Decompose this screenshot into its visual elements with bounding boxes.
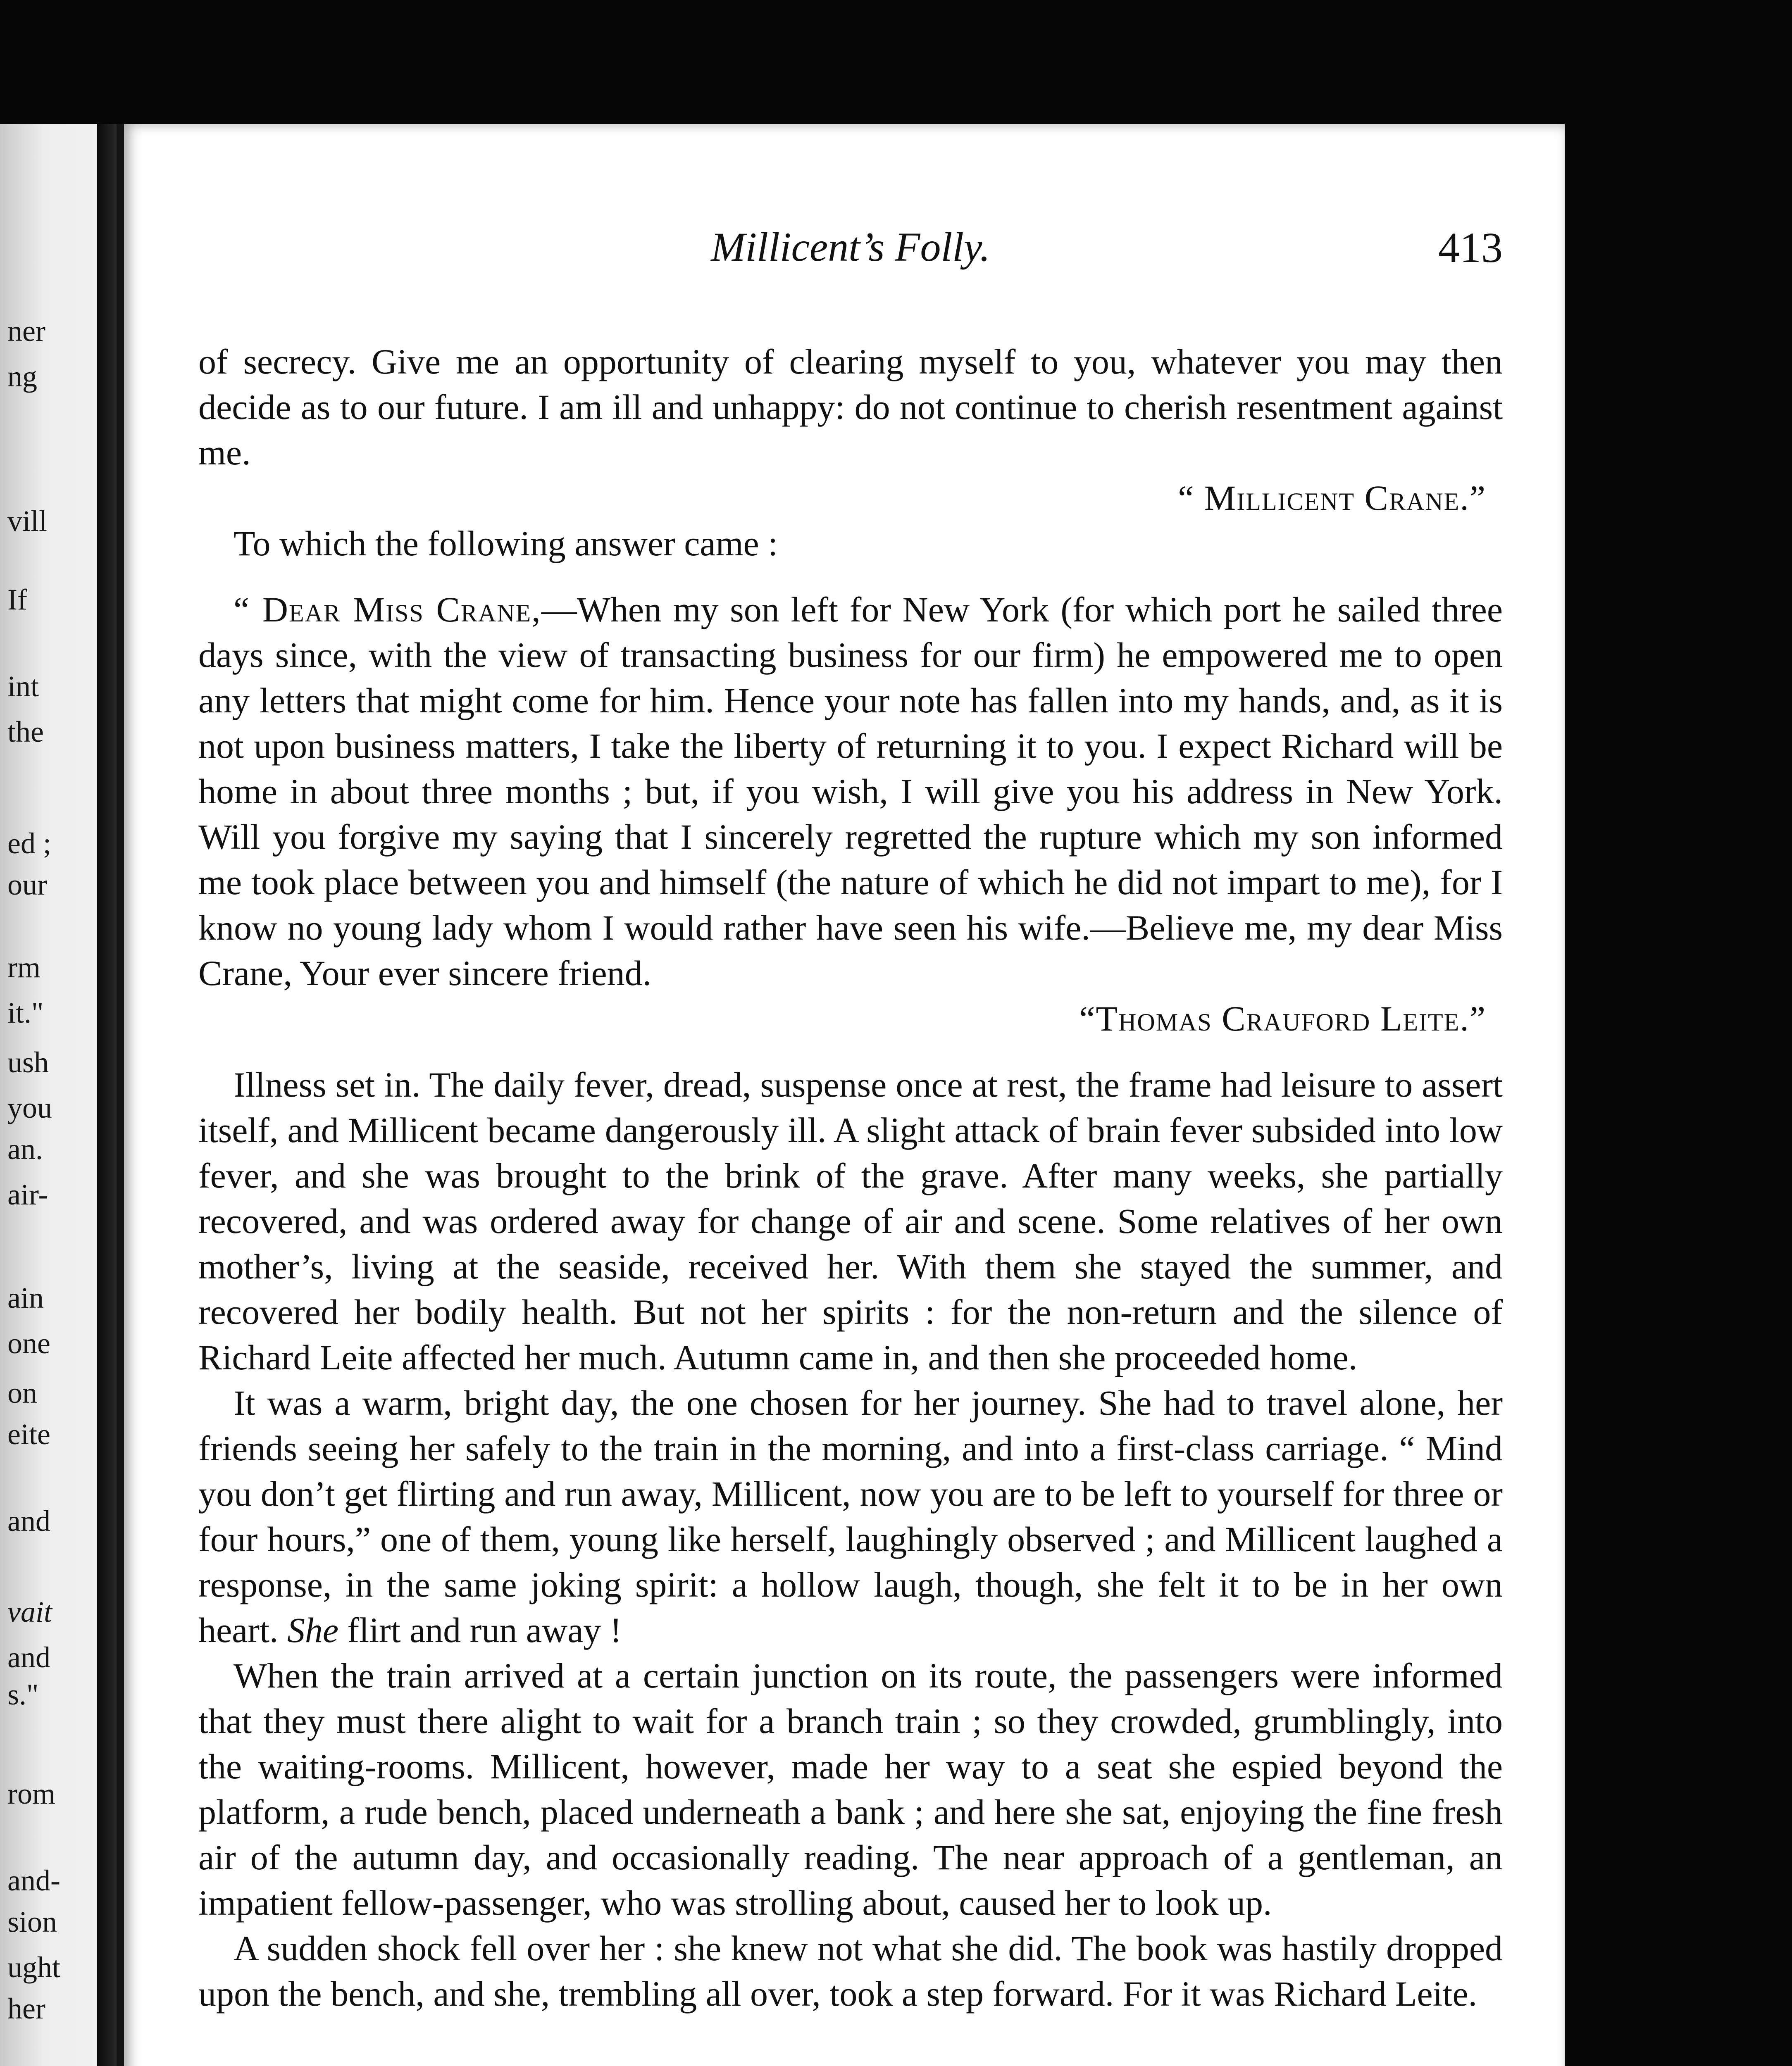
previous-page-text-fragment: ught (7, 1951, 61, 1984)
paragraph (198, 1380, 1503, 1653)
previous-page-text-fragment: s." (7, 1678, 39, 1711)
previous-page-text-fragment: our (7, 868, 47, 901)
previous-page-text-fragment: ng (7, 360, 37, 393)
page-number: 413 (1438, 224, 1503, 271)
previous-page-text-fragment: ain (7, 1281, 44, 1314)
previous-page (0, 124, 97, 2066)
previous-page-text-fragment: it." (7, 996, 44, 1029)
book-page (117, 124, 1565, 2066)
previous-page-text-fragment: air- (7, 1178, 48, 1211)
paragraph: When the train arrived at a certain junction on its route, the passengers were informed that they must there alight to wait for a branch train ; so they crowded, grumblingly, into the waiting-rooms. Millicent, however, made her way to a seat she espied beyond the platform, a rude bench, placed underneath a bank ; and here she sat, enjoying the fine fresh air of the autumn day, and occasionally reading. The near approach of a gentleman, an impatient fellow-passenger, who was strolling about, caused her to look up. (198, 1656, 1503, 1923)
previous-page-text-fragment: vait (7, 1595, 52, 1628)
paragraph: Illness set in. The daily fever, dread, suspense once at rest, the frame had leisure to assert itself, and Millicent became dangerously ill. A slight attack of brain fever subsided into low fever, and she was brought to the brink of the grave. After many weeks, she partially recovered, and was ordered away for change of air and scene. Some relatives of her own mother’s, living at the seaside, received her. With them she stayed the summer, and recovered her bodily health. But not her spirits : for the non-return and the silence of Richard Leite affected her much. Autumn came in, and then she proceeded home. (198, 1065, 1503, 1377)
body-text (198, 339, 1503, 2016)
previous-page-text-fragment: an. (7, 1133, 43, 1166)
page-header (198, 223, 1503, 281)
previous-page-text-fragment: vill (7, 505, 48, 538)
paragraph-text-end: flirt and run away ! (338, 1610, 622, 1650)
paragraph: of secrecy. Give me an opportunity of clearing myself to you, whatever you may then decide as to our future. I am ill and unhappy: do not continue to cherish resentment against me. (198, 342, 1503, 472)
paragraph: A sudden shock fell over her : she knew not what she did. The book was hastily dropped upon the bench, and she, trembling all over, took a step forward. For it was Richard Leite. (198, 1928, 1503, 2014)
previous-page-text-fragment: ush (7, 1046, 49, 1079)
previous-page-text-fragment: ed ; (7, 827, 51, 860)
previous-page-text-fragment: rom (7, 1777, 55, 1810)
previous-page-text-fragment: you (7, 1091, 52, 1124)
emphasis-she: She (287, 1610, 339, 1650)
previous-page-text-fragment: ner (7, 314, 45, 348)
previous-page-text-fragment: the (7, 715, 44, 748)
previous-page-text-fragment: rm (7, 951, 41, 984)
running-head: Millicent’s Folly. (711, 224, 990, 270)
previous-page-text-fragment: sion (7, 1905, 57, 1938)
previous-page-text-fragment: and (7, 1504, 50, 1538)
letter-text: —When my son left for New York (for which port he sailed three days since, with the view of transacting business for our firm) he empowered me to open any letters that might come for him. Hence your note has fallen into my hands, and, as it is not upon business matters, I take the liberty of returning it to you. I expect Richard will be home in about three months ; but, if you wish, I will give you his address in New York. Will you forgive my saying that I sincerely regretted the rupture which my son informed me took place between you and himself (the nature of which he did not impart to me), for I know no young lady whom I would rather have seen his wife.—Believe me, my dear Miss Crane, Your ever sincere friend. (198, 590, 1503, 993)
previous-page-text-fragment: and (7, 1641, 50, 1674)
previous-page-text-fragment: on (7, 1376, 37, 1409)
previous-page-text-fragment: eite (7, 1418, 50, 1451)
previous-page-text-fragment: one (7, 1327, 50, 1360)
previous-page-text-fragment: int (7, 670, 39, 703)
letter-paragraph (198, 587, 1503, 996)
signature-thomas: “Thomas Crauford Leite.” (1079, 999, 1486, 1038)
previous-page-text-fragment: her (7, 1992, 45, 2025)
previous-page-text-fragment: If (7, 583, 27, 616)
paragraph: To which the following answer came : (234, 524, 778, 563)
salutation: “ Dear Miss Crane, (234, 590, 541, 629)
signature-millicent: “ Millicent Crane.” (1178, 478, 1486, 518)
previous-page-text-fragment: and- (7, 1864, 60, 1897)
paragraph-text: It was a warm, bright day, the one chosen for her journey. She had to travel alone, her friends seeing her safely to the train in the morning, and into a first-class carriage. “ Mind you don’t get flirting and run away, Millicent, now you are to be left to yourself for three or four hours,” one of them, young like herself, laughingly observed ; and Millicent laughed a response, in the same joking spirit: a hollow laugh, though, she felt it to be in her own heart. (198, 1383, 1503, 1650)
